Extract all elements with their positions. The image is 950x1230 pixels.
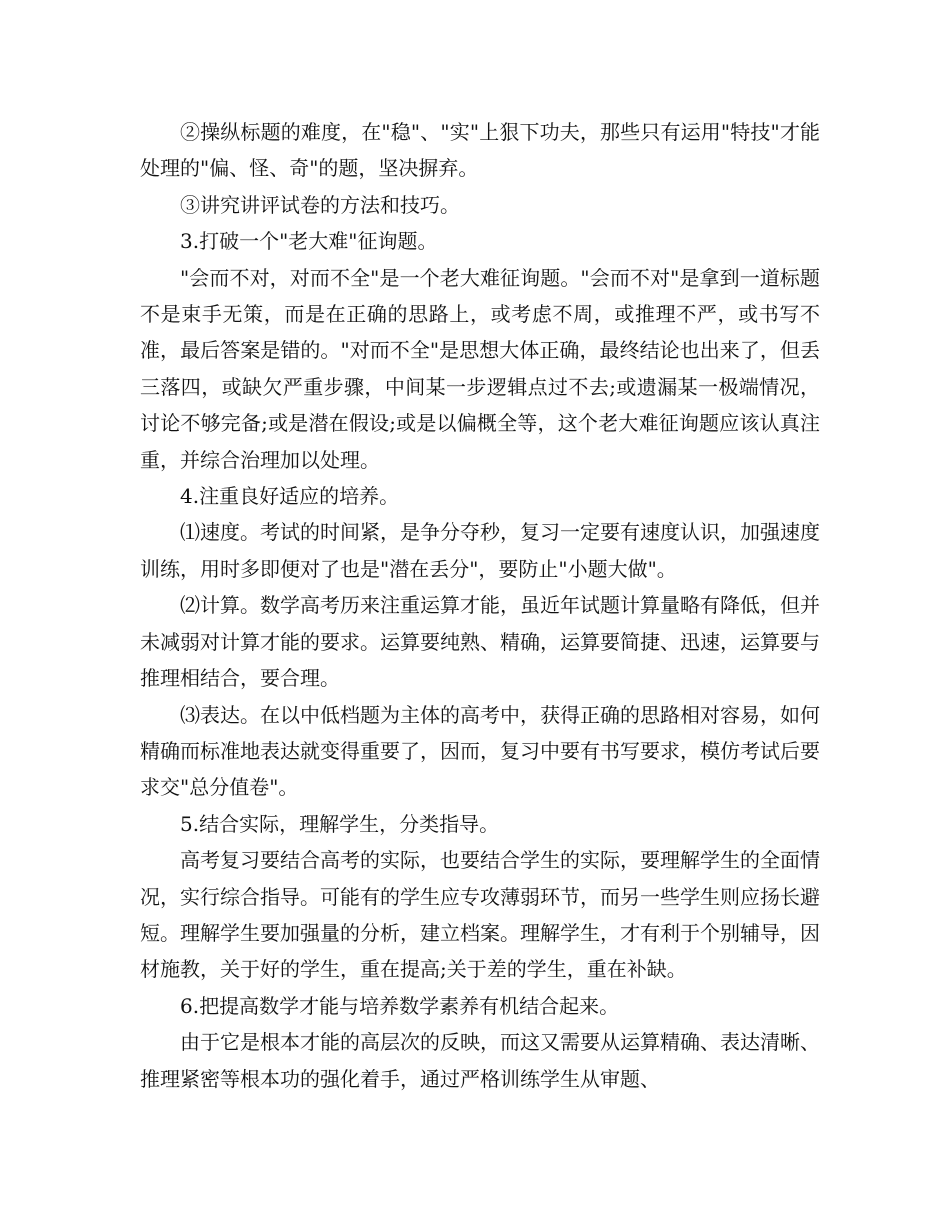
heading-section-4: 4.注重良好适应的培养。	[180, 484, 400, 509]
paragraph-review-methods: ③讲究讲评试卷的方法和技巧。	[180, 192, 460, 217]
paragraph-section-6-body: 由于它是根本才能的高层次的反映，而这又需要从运算精确、表达清晰、推理紧密等根本功的强化着手，通过严格训练学生从审题、	[140, 1030, 820, 1091]
heading-section-6: 6.把提高数学才能与培养数学素养有机结合起来。	[180, 993, 620, 1018]
paragraph-calculation: ⑵计算。数学高考历来注重运算才能，虽近年试题计算量略有降低，但并未减弱对计算才能的要求。运算要纯熟、精确，运算要简捷、迅速，运算要与推理相结合，要合理。	[140, 593, 820, 691]
heading-section-5: 5.结合实际，理解学生，分类指导。	[180, 811, 500, 836]
paragraph-difficulty-control: ②操纵标题的难度，在"稳"、"实"上狠下功夫，那些只有运用"特技"才能处理的"偏、怪、奇"的题，坚决摒弃。	[140, 120, 820, 181]
heading-section-3: 3.打破一个"老大难"征询题。	[180, 229, 438, 254]
paragraph-section-3-body: "会而不对，对而不全"是一个老大难征询题。"会而不对"是拿到一道标题不是束手无策，而是在正确的思路上，或考虑不周，或推理不严，或书写不准，最后答案是错的。"对而不全"是思想大体正确，最终结论也出来了，但丢三落四，或缺欠严重步骤，中间某一步逻辑点过不去;或遗漏某一极端情况，讨论不够完备;或是潜在假设;或是以偏概全等，这个老大难征询题应该认真注重，并综合治理加以处理。	[140, 265, 820, 472]
paragraph-speed: ⑴速度。考试的时间紧，是争分夺秒，复习一定要有速度认识，加强速度训练，用时多即便对了也是"潜在丢分"，要防止"小题大做"。	[140, 520, 820, 581]
document-body	[140, 114, 820, 1097]
paragraph-section-5-body: 高考复习要结合高考的实际，也要结合学生的实际，要理解学生的全面情况，实行综合指导。可能有的学生应专攻薄弱环节，而另一些学生则应扬长避短。理解学生要加强量的分析，建立档案。理解学生，才有利于个别辅导，因材施教，关于好的学生，重在提高;关于差的学生，重在补缺。	[140, 848, 820, 982]
paragraph-expression: ⑶表达。在以中低档题为主体的高考中，获得正确的思路相对容易，如何精确而标准地表达就变得重要了，因而，复习中要有书写要求，模仿考试后要求交"总分值卷"。	[140, 702, 820, 800]
